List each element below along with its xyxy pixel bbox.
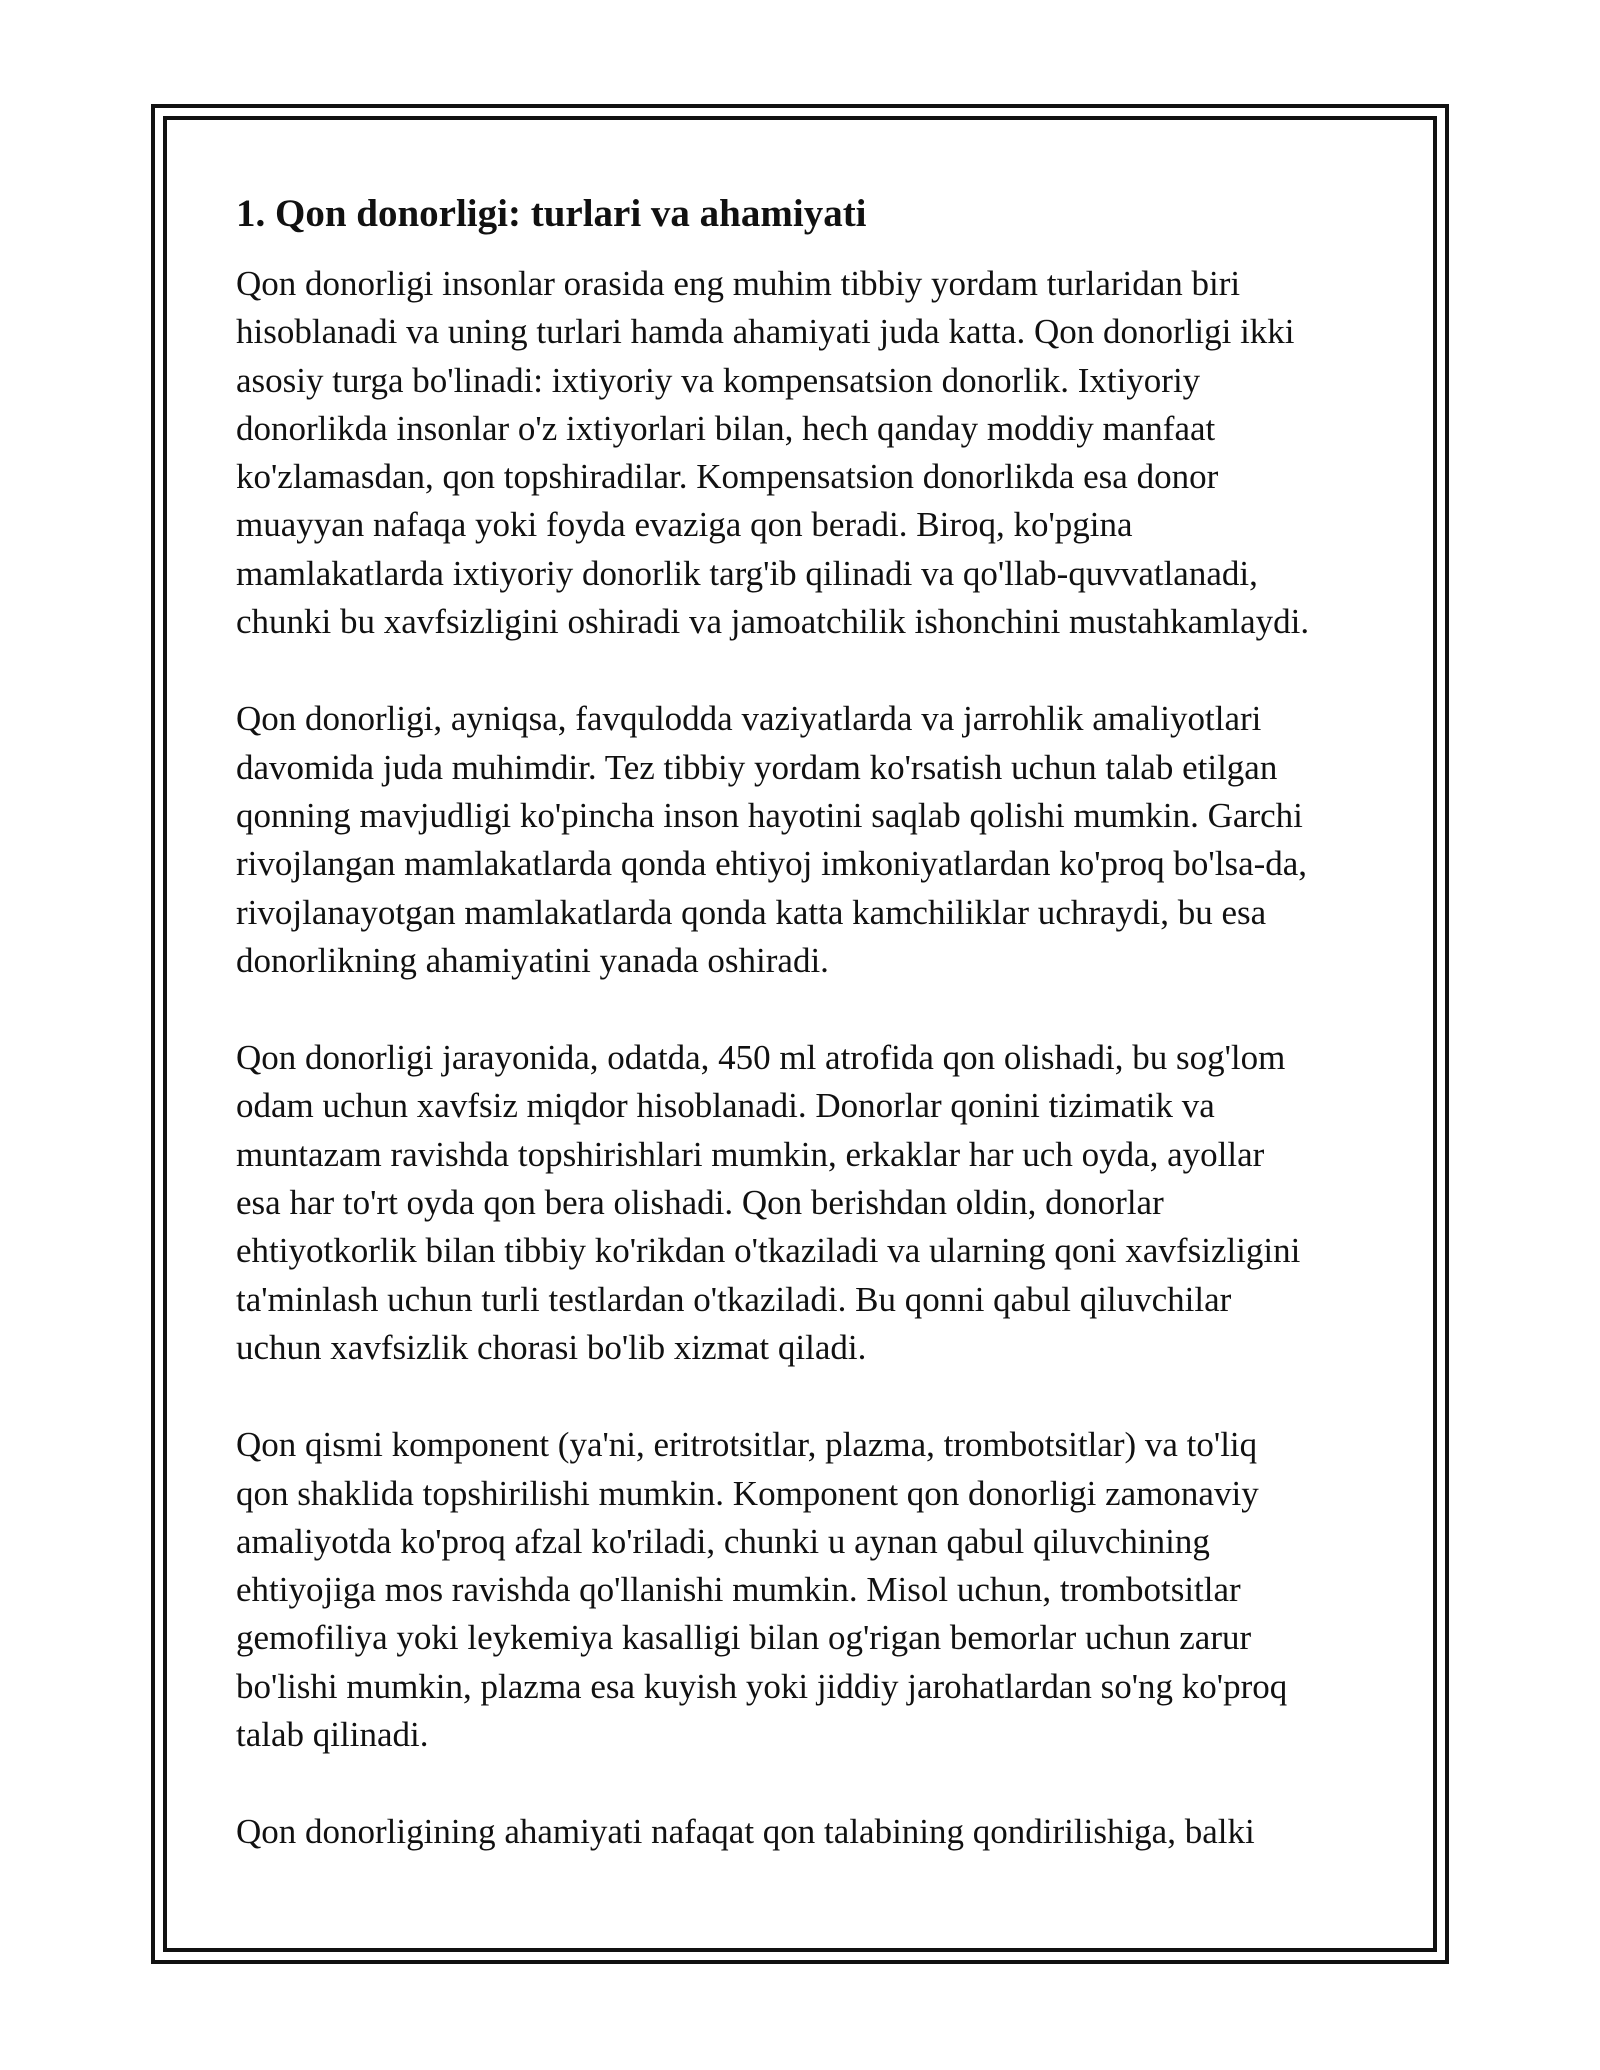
text-line: Qon qismi komponent (ya'ni, eritrotsitlar, plazma, trombotsitlar) va to'liq	[236, 1425, 1258, 1465]
text-line: chunki bu xavfsizligini oshiradi va jamoatchilik ishonchini mustahkamlaydi.	[236, 602, 1310, 642]
text-line: ehtiyotkorlik bilan tibbiy ko'rikdan o'tkaziladi va ularning qoni xavfsizligini	[236, 1231, 1301, 1271]
paragraph-3	[236, 1034, 1376, 1372]
text-line: bo'lishi mumkin, plazma esa kuyish yoki jiddiy jarohatlardan so'ng ko'proq	[236, 1666, 1288, 1706]
text-line: qonning mavjudligi ko'pincha inson hayotini saqlab qolishi mumkin. Garchi	[236, 795, 1303, 835]
text-line: rivojlangan mamlakatlarda qonda ehtiyoj imkoniyatlardan ko'proq bo'lsa-da,	[236, 844, 1308, 884]
paragraph-5	[236, 1808, 1376, 1856]
text-line: muayyan nafaqa yoki foyda evaziga qon beradi. Biroq, ko'pgina	[236, 505, 1133, 545]
text-line: donorlikda insonlar o'z ixtiyorlari bilan, hech qanday moddiy manfaat	[236, 408, 1216, 448]
paragraph-4	[236, 1421, 1376, 1759]
text-line: ko'zlamasdan, qon topshiradilar. Kompensatsion donorlikda esa donor	[236, 457, 1219, 497]
text-line: amaliyotda ko'proq afzal ko'riladi, chunki u aynan qabul qiluvchining	[236, 1521, 1210, 1561]
text-line: esa har to'rt oyda qon bera olishadi. Qon berishdan oldin, donorlar	[236, 1183, 1164, 1223]
text-line: Qon donorligining ahamiyati nafaqat qon talabining qondirilishiga, balki	[236, 1812, 1255, 1852]
text-line: odam uchun xavfsiz miqdor hisoblanadi. Donorlar qonini tizimatik va	[236, 1086, 1215, 1126]
text-line: davomida juda muhimdir. Tez tibbiy yordam ko'rsatish uchun talab etilgan	[236, 747, 1278, 787]
text-line: Qon donorligi jarayonida, odatda, 450 ml atrofida qon olishadi, bu sog'lom	[236, 1038, 1286, 1078]
text-line: rivojlanayotgan mamlakatlarda qonda katta kamchiliklar uchraydi, bu esa	[236, 892, 1267, 932]
text-line: ta'minlash uchun turli testlardan o'tkaziladi. Bu qonni qabul qiluvchilar	[236, 1279, 1232, 1319]
text-line: mamlakatlarda ixtiyoriy donorlik targ'ib qilinadi va qo'llab-quvvatlanadi,	[236, 553, 1258, 593]
text-line: talab qilinadi.	[236, 1715, 429, 1755]
paragraph-1	[236, 260, 1376, 646]
document-body	[236, 186, 1376, 1906]
text-line: muntazam ravishda topshirishlari mumkin, erkaklar har uch oyda, ayollar	[236, 1134, 1265, 1174]
document-title: 1. Qon donorligi: turlari va ahamiyati	[236, 192, 867, 235]
text-line: asosiy turga bo'linadi: ixtiyoriy va kompensatsion donorlik. Ixtiyoriy	[236, 360, 1201, 400]
paragraph-2	[236, 695, 1376, 985]
text-line: donorlikning ahamiyatini yanada oshiradi.	[236, 940, 829, 980]
text-line: Qon donorligi insonlar orasida eng muhim tibbiy yordam turlaridan biri	[236, 264, 1241, 303]
text-line: Qon donorligi, ayniqsa, favqulodda vaziyatlarda va jarrohlik amaliyotlari	[236, 699, 1262, 739]
text-line: ehtiyojiga mos ravishda qo'llanishi mumkin. Misol uchun, trombotsitlar	[236, 1570, 1241, 1610]
text-line: gemofiliya yoki leykemiya kasalligi bilan og'rigan bemorlar uchun zarur	[236, 1618, 1252, 1658]
text-line: uchun xavfsizlik chorasi bo'lib xizmat qiladi.	[236, 1327, 867, 1367]
text-line: hisoblanadi va uning turlari hamda ahamiyati juda katta. Qon donorligi ikki	[236, 312, 1295, 352]
text-line: qon shaklida topshirilishi mumkin. Komponent qon donorligi zamonaviy	[236, 1473, 1259, 1513]
